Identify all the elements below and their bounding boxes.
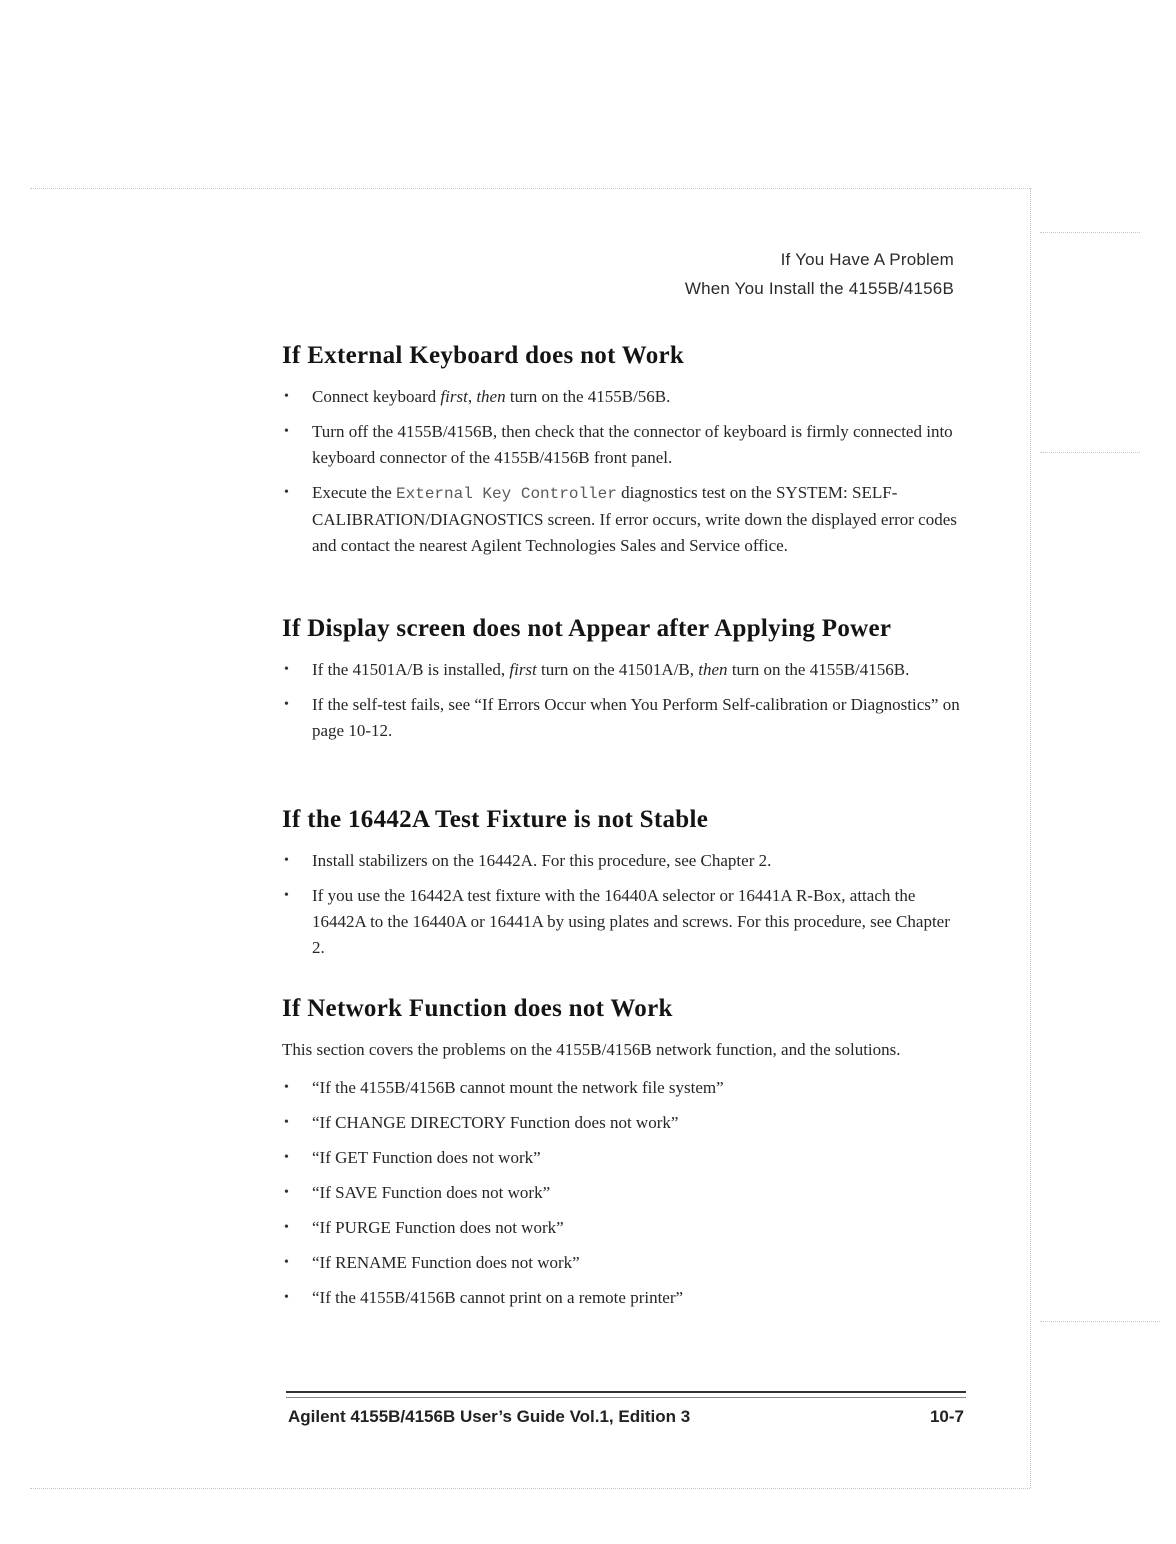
section-heading: If Display screen does not Appear after Applying Power [282, 615, 892, 642]
list-item [282, 1250, 962, 1276]
item-text: “If the 4155B/4156B cannot mount the network file system” [312, 1078, 724, 1097]
bullet-list [282, 1075, 962, 1311]
running-head-chapter: If You Have A Problem [780, 250, 954, 269]
section-heading: If Network Function does not Work [282, 995, 673, 1022]
item-text: “If the 4155B/4156B cannot print on a remote printer” [312, 1288, 684, 1307]
list-item [282, 1075, 962, 1101]
item-text: “If PURGE Function does not work” [312, 1218, 564, 1237]
item-text: If the self-test fails, see “If Errors Occur when You Perform Self-calibration or Diagnostics” on page 10-12. [312, 695, 960, 740]
section-network-function [282, 995, 962, 1320]
item-text: turn on the 4155B/4156B. [727, 660, 910, 679]
list-item [282, 657, 962, 683]
bullet-icon: • [284, 853, 289, 868]
item-text: turn on the 4155B/56B. [505, 387, 671, 406]
item-text: diagnostics test on the SYSTEM: SELF-CALIBRATION/DIAGNOSTICS screen. If error occurs, write down the displayed error codes and contact the nearest Agilent Technologies Sales and Service office. [312, 483, 957, 555]
item-text: , [467, 387, 477, 406]
section-heading: If the 16442A Test Fixture is not Stable [282, 806, 709, 833]
section-heading: If External Keyboard does not Work [282, 342, 685, 369]
scan-edge-bottom [30, 1488, 1030, 1489]
scan-edge-right [1030, 188, 1031, 1488]
list-item [282, 1285, 962, 1311]
bullet-icon: • [284, 485, 289, 500]
bullet-icon: • [284, 424, 289, 439]
list-item [282, 1180, 962, 1206]
item-text: Execute the [312, 483, 397, 502]
bullet-icon: • [284, 697, 289, 712]
footer-rule [286, 1391, 966, 1393]
item-text: “If CHANGE DIRECTORY Function does not work” [312, 1113, 679, 1132]
item-text: “If SAVE Function does not work” [312, 1183, 551, 1202]
section-intro: This section covers the problems on the 4155B/4156B network function, and the solutions. [282, 1040, 901, 1059]
page-footer [288, 1407, 964, 1427]
item-text: “If GET Function does not work” [312, 1148, 541, 1167]
emphasis-first: first [509, 660, 537, 679]
section-test-fixture [282, 806, 962, 970]
emphasis-first: first [440, 387, 468, 406]
bullet-icon: • [284, 1185, 289, 1200]
bullet-list [282, 657, 962, 744]
emphasis-then: then [698, 660, 728, 679]
running-head-section: When You Install the 4155B/4156B [684, 279, 954, 298]
item-text: turn on the 41501A/B, [536, 660, 699, 679]
bullet-icon: • [284, 1115, 289, 1130]
bullet-icon: • [284, 1220, 289, 1235]
scan-mark [1040, 452, 1140, 453]
scan-mark [1040, 1321, 1160, 1322]
bullet-icon: • [284, 389, 289, 404]
scan-edge-top [30, 188, 1030, 189]
bullet-icon: • [284, 1080, 289, 1095]
list-item [282, 883, 962, 961]
list-item [282, 480, 962, 559]
item-text: If the 41501A/B is installed, [312, 660, 510, 679]
page-number: 10-7 [929, 1407, 964, 1426]
bullet-icon: • [284, 1255, 289, 1270]
item-text: Install stabilizers on the 16442A. For this procedure, see Chapter 2. [312, 851, 772, 870]
item-text: If you use the 16442A test fixture with the 16440A selector or 16441A R-Box, attach the 16442A to the 16440A or 16441A by using plates and screws. For this procedure, see Chapter 2. [312, 886, 950, 957]
list-item [282, 848, 962, 874]
item-text: Connect keyboard [312, 387, 441, 406]
scan-mark [1040, 232, 1140, 233]
item-text: Turn off the 4155B/4156B, then check that the connector of keyboard is firmly connected into keyboard connector of the 4155B/4156B front panel. [312, 422, 953, 467]
emphasis-then: then [476, 387, 506, 406]
section-display-screen [282, 615, 962, 753]
bullet-icon: • [284, 1150, 289, 1165]
list-item [282, 1215, 962, 1241]
softkey-code: External Key Controller [396, 485, 617, 503]
list-item [282, 692, 962, 744]
list-item [282, 419, 962, 471]
footer-rule-thin [286, 1397, 966, 1398]
bullet-list [282, 848, 962, 961]
bullet-list [282, 384, 962, 559]
list-item [282, 1110, 962, 1136]
section-external-keyboard [282, 342, 962, 568]
item-text: “If RENAME Function does not work” [312, 1253, 580, 1272]
bullet-icon: • [284, 662, 289, 677]
list-item [282, 1145, 962, 1171]
bullet-icon: • [284, 888, 289, 903]
list-item [282, 384, 962, 410]
footer-title: Agilent 4155B/4156B User’s Guide Vol.1, Edition 3 [288, 1407, 691, 1426]
bullet-icon: • [284, 1290, 289, 1305]
